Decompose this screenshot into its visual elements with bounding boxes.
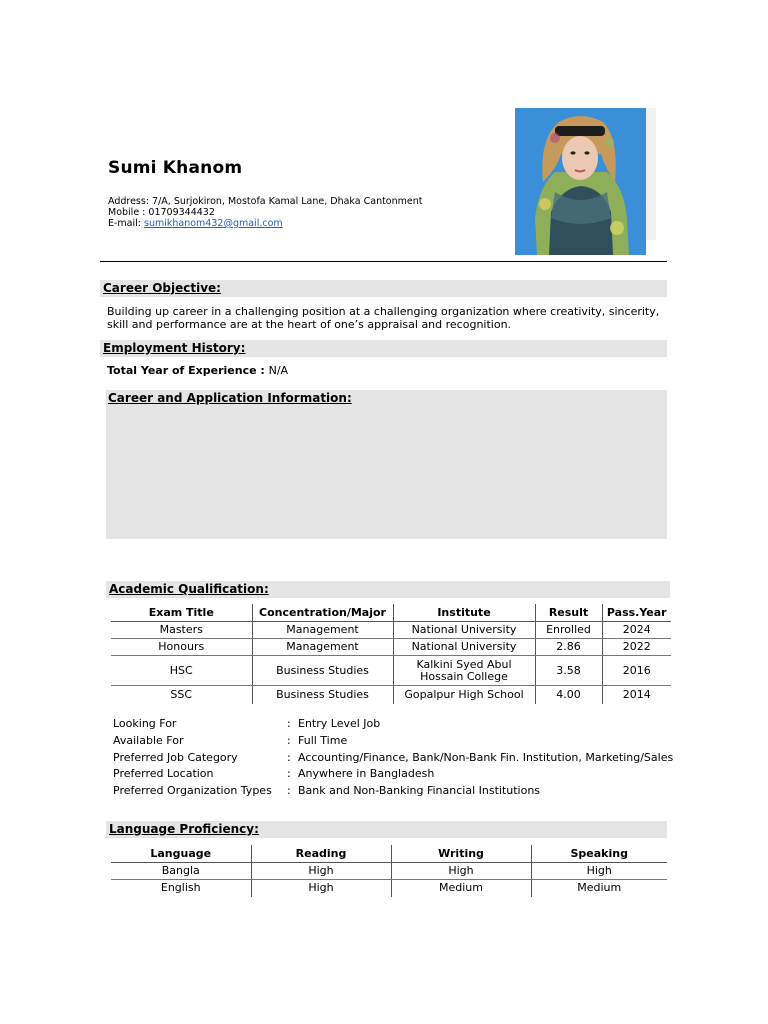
preference-label: Preferred Job Category [113,751,238,764]
academic-qualification-title: Academic Qualification: [109,582,269,596]
table-cell: Business Studies [252,686,393,704]
preference-value: Bank and Non-Banking Financial Institutions [298,784,541,797]
table-cell: High [251,863,391,880]
table-cell: 2016 [602,656,671,686]
language-proficiency-title: Language Proficiency: [109,822,259,836]
preference-colon: : [287,767,291,780]
table-cell: 3.58 [535,656,602,686]
preference-label: Available For [113,734,184,747]
address-line: Address: 7/A, Surjokiron, Mostofa Kamal Lane, Dhaka Cantonment [108,196,423,207]
table-cell: National University [393,622,535,639]
table-cell: 4.00 [535,686,602,704]
academic-qualification-header [106,581,670,598]
table-cell: Masters [111,622,252,639]
table-row [111,880,667,897]
preference-value: Entry Level Job [298,717,381,730]
preference-label: Looking For [113,717,177,730]
table-cell: 2.86 [535,639,602,656]
career-objective-line-2: skill and performance are at the heart of one’s appraisal and recognition. [107,318,512,331]
academic-col-header: Pass.Year [602,604,671,622]
table-cell: Honours [111,639,252,656]
table-cell: 2014 [602,686,671,704]
header-divider [100,261,667,262]
academic-col-header: Institute [393,604,535,622]
language-col-header: Speaking [531,845,667,863]
profile-photo [515,108,646,255]
preference-colon: : [287,784,291,797]
table-cell: Business Studies [252,656,393,686]
table-row [111,656,671,686]
career-objective-title: Career Objective: [103,281,221,295]
experience-label: Total Year of Experience : [107,364,269,377]
preference-colon: : [287,751,291,764]
table-cell: High [251,880,391,897]
email-link[interactable]: sumikhanom432@gmail.com [144,218,283,229]
academic-col-header: Concentration/Major [252,604,393,622]
table-cell: Medium [391,880,531,897]
table-row [111,622,671,639]
profile-photo-illustration [515,108,646,255]
career-objective-line-1: Building up career in a challenging position at a challenging organization where creativity, sincerity, [107,305,660,318]
table-cell: High [391,863,531,880]
career-application-title: Career and Application Information: [108,391,352,405]
table-cell: Kalkini Syed Abul Hossain College [393,656,535,686]
table-cell: Management [252,622,393,639]
experience-line [107,364,288,377]
preference-colon: : [287,717,291,730]
experience-value: N/A [268,364,289,377]
career-objective-header [100,280,667,297]
preference-value: Full Time [298,734,348,747]
table-row [111,639,671,656]
table-row [111,863,667,880]
table-cell: 2022 [602,639,671,656]
candidate-name: Sumi Khanom [108,158,243,178]
table-cell: Medium [531,880,667,897]
table-cell: English [160,881,201,895]
table-cell: Enrolled [535,622,602,639]
language-col-header: Reading [251,845,391,863]
table-cell: Management [252,639,393,656]
table-cell: High [531,863,667,880]
employment-history-header [100,340,667,357]
language-proficiency-header [106,821,667,838]
academic-table [111,604,671,704]
table-cell: SSC [170,687,193,701]
preference-value: Accounting/Finance, Bank/Non-Bank Fin. Institution, Marketing/Sales [298,751,674,764]
academic-col-header: Exam Title [111,604,252,622]
email-label: E-mail: [108,218,145,229]
email-line [108,218,283,229]
preference-label: Preferred Organization Types [113,784,272,797]
language-table [111,845,667,897]
language-col-header: Language [111,845,251,863]
table-cell: Bangla [111,863,251,880]
academic-col-header: Result [535,604,602,622]
career-application-box [106,390,667,539]
preference-value: Anywhere in Bangladesh [298,767,435,780]
table-cell: 2024 [602,622,671,639]
academic-header-row [111,604,671,622]
table-cell: Gopalpur High School [393,686,535,704]
mobile-line: Mobile : 01709344432 [108,207,215,218]
table-row [111,686,671,704]
preference-label: Preferred Location [113,767,214,780]
preference-colon: : [287,734,291,747]
language-col-header: Writing [391,845,531,863]
employment-history-title: Employment History: [103,341,246,355]
photo-border [646,108,656,240]
language-header-row [111,845,667,863]
table-cell: HSC [111,656,252,686]
table-cell: National University [393,639,535,656]
